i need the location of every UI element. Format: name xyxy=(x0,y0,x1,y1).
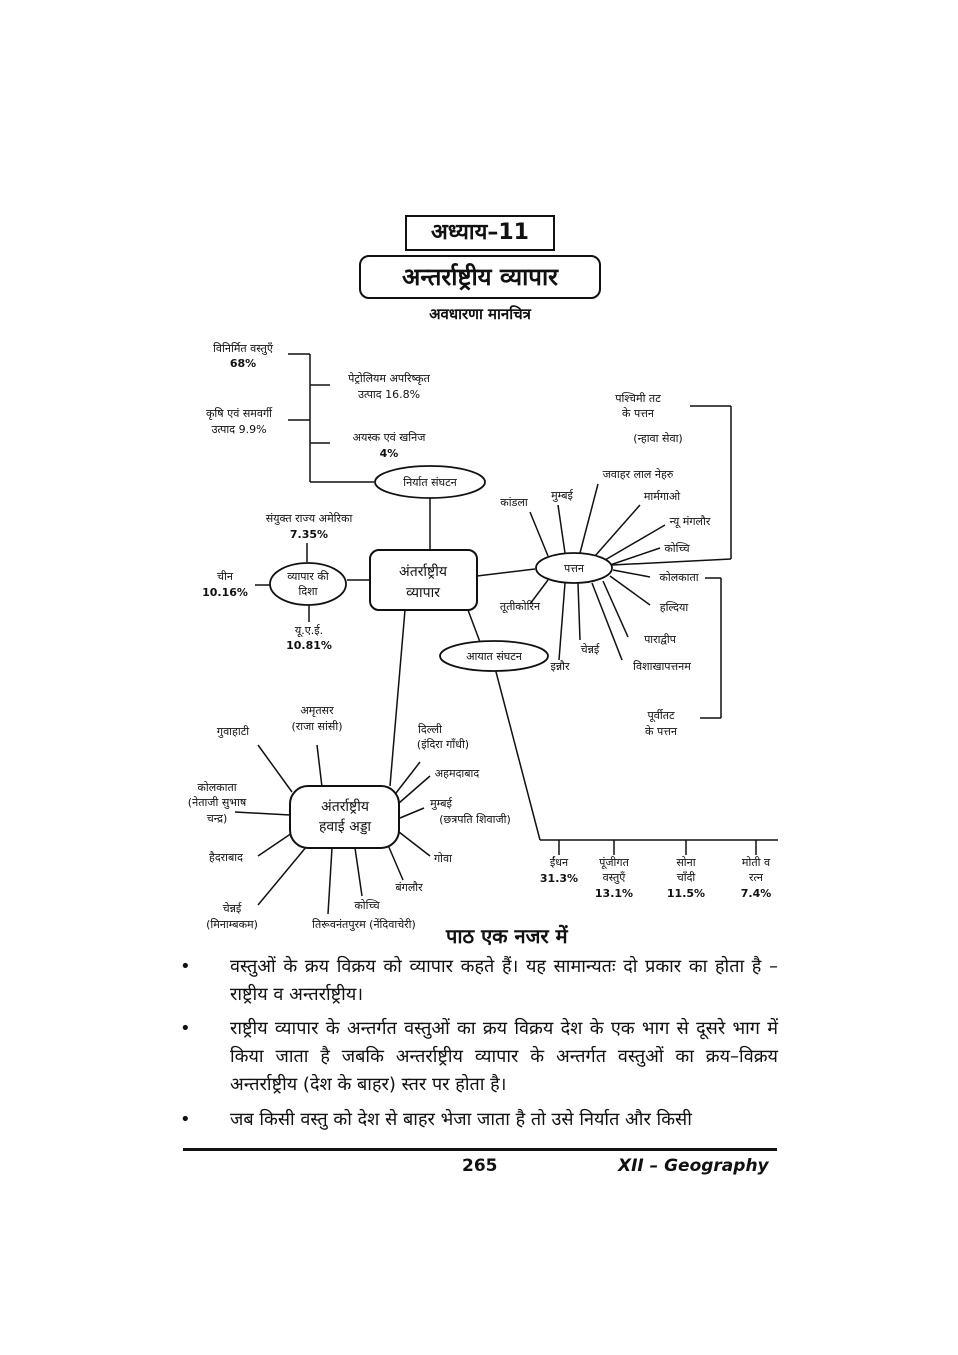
section-heading: पाठ एक नजर में xyxy=(446,924,568,948)
book-title: XII – Geography xyxy=(618,1156,769,1176)
airport-node-label-2: हवाई अड्डा xyxy=(318,819,372,835)
import-item-value: 13.1% xyxy=(594,887,634,900)
import-item-value: 31.3% xyxy=(539,872,579,885)
port-item: मार्मगाओ xyxy=(643,490,681,503)
export-item-value: उत्पाद 9.9% xyxy=(211,423,267,436)
airport-item: गुवाहाटी xyxy=(216,725,250,738)
center-node-box xyxy=(370,550,477,610)
export-node-label: निर्यात संघटन xyxy=(403,476,457,489)
port-item: कोलकाता xyxy=(659,571,699,584)
port-item: इन्नौर xyxy=(550,660,570,673)
west-coast-label: पश्चिमी तट xyxy=(615,392,661,405)
direction-item-value: 10.81% xyxy=(286,639,332,652)
export-item-value: 68% xyxy=(229,357,257,370)
airport-item: (नेताजी सुभाष xyxy=(187,796,247,809)
airport-item: मुम्बई xyxy=(430,797,452,810)
airport-node-label-1: अंतर्राष्ट्रीय xyxy=(321,799,369,815)
export-item-label: अयस्क एवं खनिज xyxy=(352,431,426,444)
bullet-text: वस्तुओं के क्रय विक्रय को व्यापार कहते हैं। यह सामान्यतः दो प्रकार का होता है – राष्ट्रीय व अन्तर्राष्ट्रीय। xyxy=(230,956,778,1005)
bullet-icon: • xyxy=(180,1018,191,1039)
port-item: मुम्बई xyxy=(551,489,573,502)
airport-node-box xyxy=(290,786,399,848)
direction-node-label-2: दिशा xyxy=(298,585,318,598)
export-item-label: विनिर्मित वस्तुएँ xyxy=(213,342,273,355)
direction-item-label: यू.ए.ई. xyxy=(294,624,324,637)
airport-item: कोलकाता xyxy=(197,781,237,794)
airport-item: गोवा xyxy=(433,852,453,865)
export-item-value: उत्पाद 16.8% xyxy=(357,388,421,401)
airport-item: बंगलौर xyxy=(395,881,423,894)
ports-node-label: पत्तन xyxy=(564,562,584,575)
direction-item-value: 7.35% xyxy=(289,528,329,541)
airport-item: अमृतसर xyxy=(300,704,334,717)
east-coast-label: के पत्तन xyxy=(645,725,677,738)
bullet-item xyxy=(180,953,780,1009)
airport-item: हैदराबाद xyxy=(208,851,244,864)
bullet-item xyxy=(180,1015,780,1099)
import-item-label: ईंधन xyxy=(549,856,569,869)
airport-item: (मिनाम्बकम) xyxy=(206,918,258,931)
chapter-number: अध्याय–11 xyxy=(405,215,555,251)
chapter-title: अन्तर्राष्ट्रीय व्यापार xyxy=(359,255,601,299)
airport-item: तिरूवनंतपुरम (नेंदिवाचेरी) xyxy=(312,918,416,931)
airport-item: दिल्ली xyxy=(418,723,442,736)
import-item-value: 11.5% xyxy=(666,887,706,900)
port-item: विशाखापत्तनम xyxy=(633,660,691,673)
concept-map-subtitle: अवधारणा मानचित्र xyxy=(429,305,531,323)
export-item-value: 4% xyxy=(379,447,399,460)
port-item: कोच्चि xyxy=(664,542,690,555)
port-item: हल्दिया xyxy=(659,601,689,614)
bullet-text: राष्ट्रीय व्यापार के अन्तर्गत वस्तुओं का क्रय विक्रय देश के एक भाग से दूसरे भाग में किया जाता है जबकि अन्तर्राष्ट्रीय व्यापार के अन्तर्गत वस्तुओं का क्रय–विक्रय अन्तर्राष्ट्रीय (देश के बाहर) स्तर पर होता है। xyxy=(230,1018,778,1095)
export-item-label: पेट्रोलियम अपरिष्कृत xyxy=(348,372,430,385)
import-node-label: आयात संघटन xyxy=(466,650,522,663)
port-item: कांडला xyxy=(500,496,528,509)
port-item: न्यू मंगलौर xyxy=(669,515,711,528)
center-node-label-1: अंतर्राष्ट्रीय xyxy=(399,564,447,580)
airport-item: अहमदाबाद xyxy=(434,767,480,780)
direction-item-label: संयुक्त राज्य अमेरिका xyxy=(265,512,353,525)
import-item-label: वस्तुएँ xyxy=(602,871,626,884)
bullet-text: जब किसी वस्तु को देश से बाहर भेजा जाता है तो उसे निर्यात और किसी xyxy=(230,1109,692,1130)
airport-item: (छत्रपति शिवाजी) xyxy=(439,813,511,826)
import-item-label: मोती व xyxy=(741,856,771,869)
import-item-label: चाँदी xyxy=(676,871,696,884)
bullet-icon: • xyxy=(180,1109,191,1130)
west-coast-label: के पत्तन xyxy=(622,407,654,420)
port-item: चेन्नई xyxy=(580,643,600,656)
bullet-icon: • xyxy=(180,956,191,977)
export-item-label: कृषि एवं समवर्गी xyxy=(205,407,273,420)
airport-item: चेन्नई xyxy=(222,902,242,915)
page-number: 265 xyxy=(462,1156,498,1176)
direction-item-value: 10.16% xyxy=(202,586,248,599)
airport-item: (राजा सांसी) xyxy=(291,720,343,733)
direction-node-label-1: व्यापार की xyxy=(287,570,329,583)
direction-item-label: चीन xyxy=(217,570,233,583)
airport-item: चन्द्र) xyxy=(206,812,228,825)
import-item-label: पूंजीगत xyxy=(599,856,629,869)
airport-item: कोच्चि xyxy=(354,899,380,912)
footer-rule xyxy=(183,1148,777,1151)
port-item: तूतीकोरिन xyxy=(499,600,541,613)
import-item-label: सोना xyxy=(676,856,696,869)
center-node-label-2: व्यापार xyxy=(406,585,440,601)
import-item-label: रत्न xyxy=(749,871,763,884)
east-coast-label: पूर्वीतट xyxy=(647,709,675,722)
airport-item: (इंदिरा गाँधी) xyxy=(416,738,470,751)
port-item: जवाहर लाल नेहरु xyxy=(602,468,674,481)
bullet-item xyxy=(180,1106,780,1134)
import-item-value: 7.4% xyxy=(740,887,772,900)
port-item: पाराद्वीप xyxy=(644,633,676,646)
west-coast-label: (न्हावा सेवा) xyxy=(633,432,683,445)
